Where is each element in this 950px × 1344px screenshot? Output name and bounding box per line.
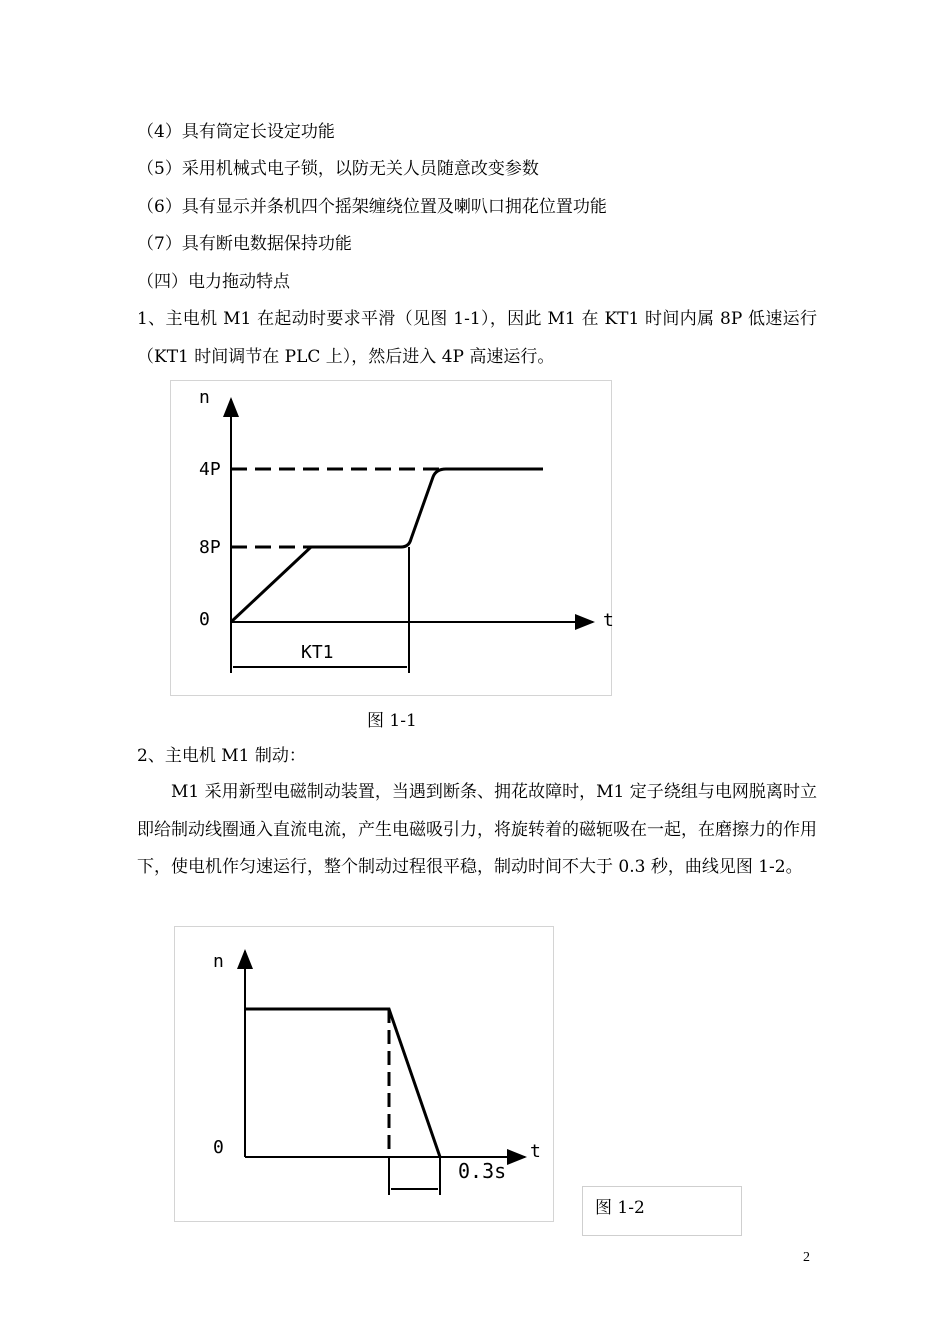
duration-label: 0.3s <box>458 1159 507 1183</box>
origin-label: 0 <box>199 609 210 630</box>
figure-1-1 <box>170 380 612 696</box>
speed-curve <box>231 469 543 622</box>
page-number: 2 <box>803 1250 810 1265</box>
feature-item-5: （5）采用机械式电子锁，以防无关人员随意改变参数 <box>137 159 539 179</box>
feature-item-4: （4）具有筒定长设定功能 <box>137 122 335 142</box>
section2-paragraph: M1 采用新型电磁制动装置，当遇到断条、拥花故障时，M1 定子绕组与电网脱离时立即给制动线圈通入直流电流，产生电磁吸引力，将旋转着的磁轭吸在一起，在磨擦力的作用下，使电机作匀速运行，整个制动过程很平稳，制动时间不大于 0.3 秒，曲线见图 1-2。 <box>137 782 817 877</box>
figure-1-2-caption: 图 1-2 <box>595 1198 645 1218</box>
figure-1-2-caption-box <box>582 1186 742 1236</box>
section2-heading: 2、主电机 M1 制动： <box>137 746 306 766</box>
y-axis-label: n <box>199 387 210 408</box>
level-4p-label: 4P <box>199 459 221 480</box>
x-axis-label: t <box>603 610 614 631</box>
section1-paragraph: 1、主电机 M1 在起动时要求平滑（见图 1-1），因此 M1 在 KT1 时间内属 8P 低速运行（KT1 时间调节在 PLC 上），然后进入 4P 高速运行。 <box>137 309 817 367</box>
y-axis-label: n <box>213 951 224 972</box>
section-heading-drive: （四）电力拖动特点 <box>137 272 290 292</box>
figure-1-2 <box>174 926 554 1222</box>
feature-item-7: （7）具有断电数据保持功能 <box>137 234 352 254</box>
level-8p-label: 8P <box>199 537 221 558</box>
figure-1-1-caption: 图 1-1 <box>367 711 417 731</box>
braking-curve <box>245 1009 440 1157</box>
figure-1-1-plot <box>171 381 614 695</box>
figure-1-2-plot <box>175 927 553 1221</box>
feature-item-6: （6）具有显示并条机四个摇架缠绕位置及喇叭口拥花位置功能 <box>137 197 607 217</box>
kt1-label: KT1 <box>301 642 334 663</box>
origin-label: 0 <box>213 1137 224 1158</box>
x-axis-label: t <box>530 1141 541 1162</box>
